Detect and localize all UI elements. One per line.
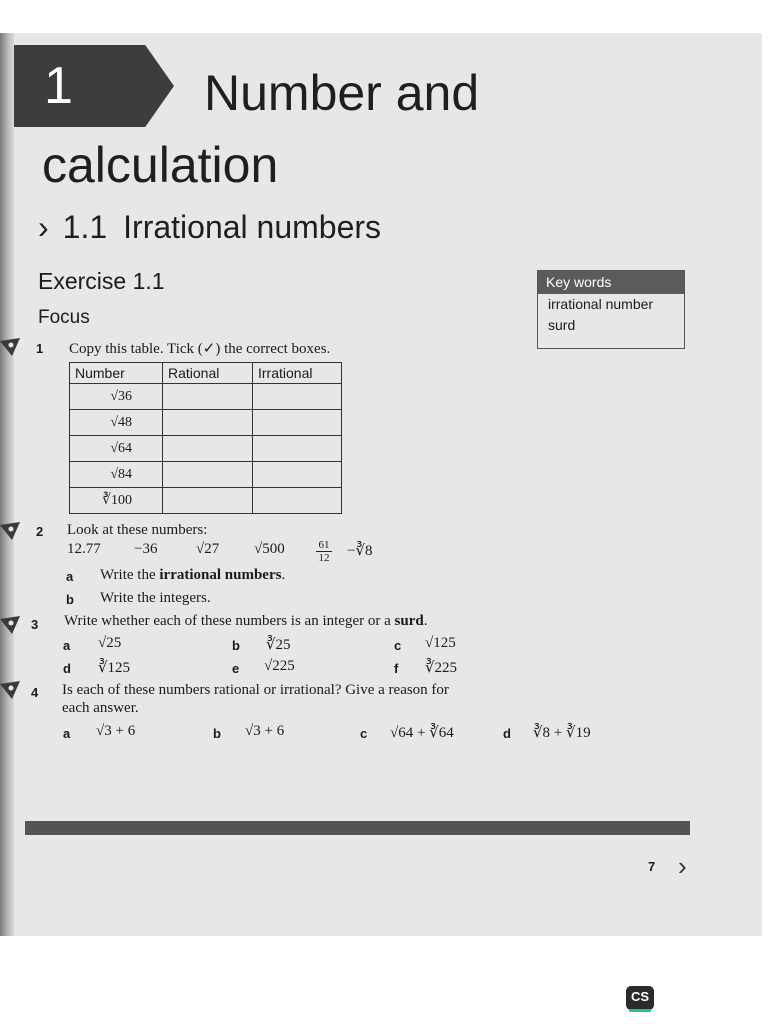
number-cell: √84 [70,462,163,488]
number-cell: √36 [70,384,163,410]
part-label: e [232,661,240,676]
question-marker-icon [0,616,22,636]
part-value: ∛8 + ∛19 [533,725,591,741]
part-text: Write the irrational numbers. [100,567,286,583]
question-text: Look at these numbers: [67,522,208,538]
part-value: √64 + ∛64 [390,725,454,741]
question-number: 1 [36,341,44,356]
part-label: a [63,726,71,741]
part-label: b [213,726,221,741]
question-text: Write whether each of these numbers is an integer or a surd. [64,613,428,629]
table-header-row [70,363,342,384]
question-text-line1: Is each of these numbers rational or irrational? Give a reason for [62,682,449,698]
question-number: 2 [36,524,44,539]
part-label: d [503,726,511,741]
exercise-title: Exercise 1.1 [38,268,165,294]
part-label: b [232,638,240,653]
rational-irrational-table [69,362,342,514]
part-value: ∛25 [266,637,291,653]
section-title: Irrational numbers [123,209,382,245]
key-word-item: irrational number [548,296,654,312]
part-label: a [66,569,74,584]
section-chevron-icon: › [38,209,49,245]
rational-cell[interactable] [163,436,253,462]
question-marker-icon [0,522,22,542]
rational-cell[interactable] [163,384,253,410]
key-words-heading: Key words [538,271,684,294]
key-words-box [537,270,685,349]
part-label: d [63,661,71,676]
irrational-cell[interactable] [253,436,342,462]
question-marker-icon [0,681,22,701]
chapter-title-line1: Number and [204,65,480,121]
part-value: √3 + 6 [245,723,285,739]
part-label: a [63,638,71,653]
number-cell: ∛100 [70,488,163,514]
part-value: ∛225 [425,660,458,676]
section-number: 1.1 [62,209,108,245]
book-spine-shadow [0,33,14,936]
table-row [70,410,342,436]
rational-cell[interactable] [163,462,253,488]
number-cell: √64 [70,436,163,462]
part-value: ∛125 [98,660,131,676]
footer-strip [25,821,690,835]
part-label: c [394,638,402,653]
question-marker-icon [0,338,22,358]
textbook-page [0,33,762,936]
part-value: √225 [264,658,295,674]
question-text-line2: each answer. [62,700,139,716]
key-word-item: surd [548,317,576,333]
irrational-cell[interactable] [253,410,342,436]
table-row [70,384,342,410]
column-header: Number [70,363,163,384]
fraction-denominator: 12 [318,552,330,564]
irrational-cell[interactable] [253,488,342,514]
question-number: 3 [31,617,39,632]
number-item: −36 [134,541,158,557]
question-number: 4 [31,685,39,700]
table-row [70,462,342,488]
part-label: f [394,661,399,676]
irrational-cell[interactable] [253,384,342,410]
rational-cell[interactable] [163,410,253,436]
column-header: Irrational [253,363,342,384]
number-item: −∛8 [347,543,373,559]
part-value: √3 + 6 [96,723,136,739]
part-label: b [66,592,74,607]
column-header: Rational [163,363,253,384]
rational-cell[interactable] [163,488,253,514]
part-text: Write the integers. [100,590,211,606]
table-row [70,436,342,462]
section-heading [38,209,381,246]
camscanner-badge: CS [626,986,654,1010]
part-value: √125 [425,635,456,651]
number-item: √500 [254,541,285,557]
part-value: √25 [98,635,122,651]
number-item: 12.77 [67,541,101,557]
irrational-cell[interactable] [253,462,342,488]
question-text: Copy this table. Tick (✓) the correct boxes. [69,341,331,357]
chapter-title-line2: calculation [42,137,279,193]
number-cell: √48 [70,410,163,436]
focus-heading: Focus [38,307,90,328]
number-item: √27 [196,541,220,557]
page-number: 7 [648,859,656,874]
part-label: c [360,726,368,741]
fraction-numerator: 61 [316,539,332,552]
next-chevron-icon: › [678,851,687,881]
chapter-number: 1 [44,57,73,115]
chapter-tab [14,45,174,127]
fraction [316,539,332,564]
table-row [70,488,342,514]
